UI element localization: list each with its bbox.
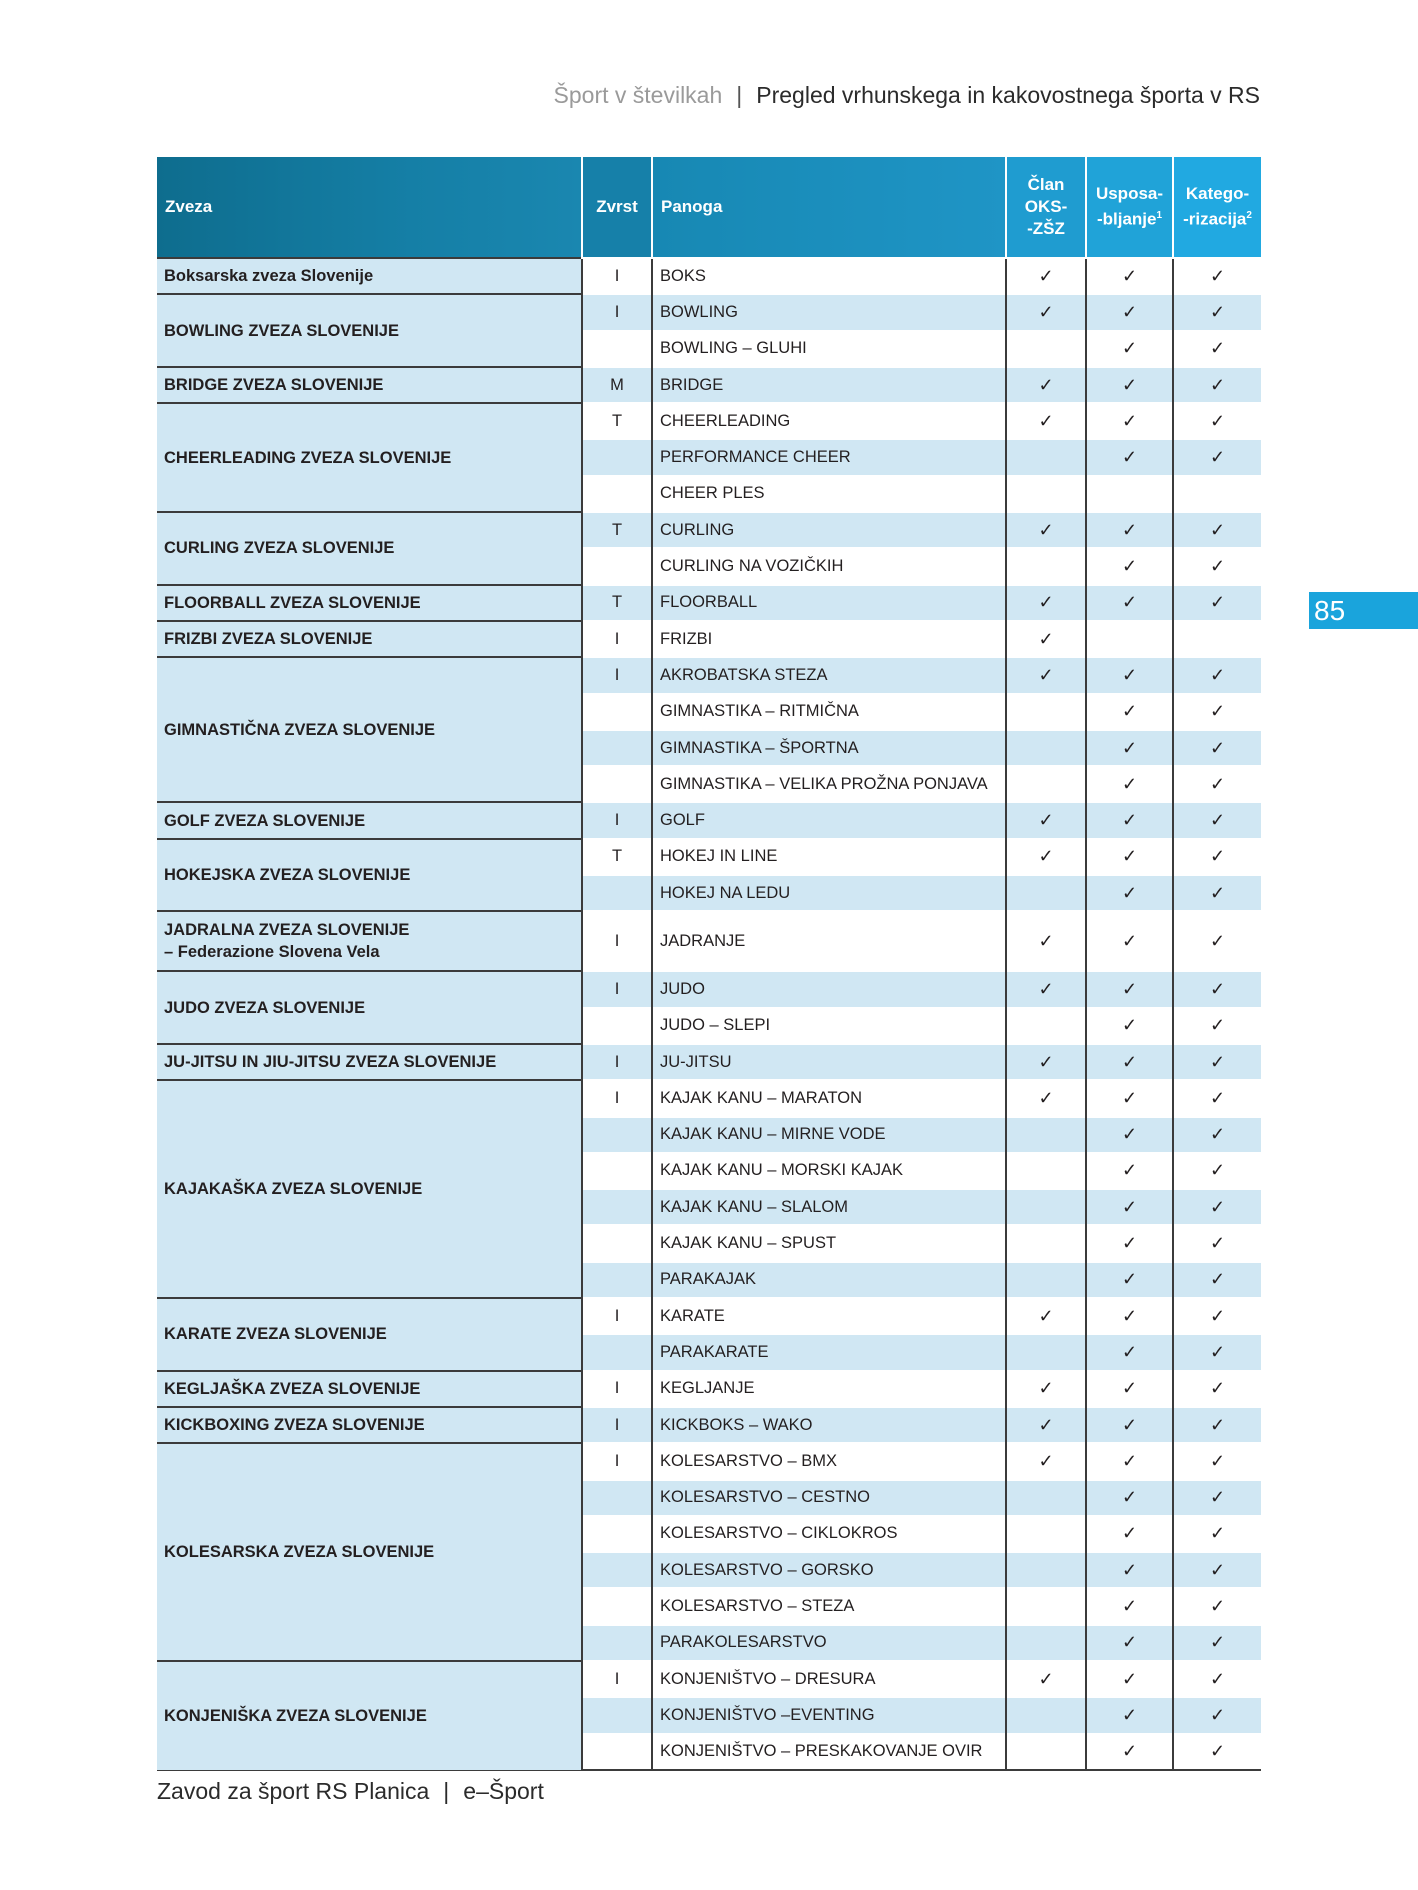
page-number-badge: 85 <box>1309 592 1418 629</box>
federation-name-text: HOKEJSKA ZVEZA SLOVENIJE <box>164 866 411 885</box>
table-row <box>157 1298 1261 1334</box>
discipline-type: I <box>582 1371 652 1407</box>
training-check: ✓ <box>1086 1189 1173 1225</box>
federation-name <box>157 802 582 838</box>
discipline-type: I <box>582 802 652 838</box>
table-row <box>157 621 1261 657</box>
federation-name-text: JUDO ZVEZA SLOVENIJE <box>164 998 366 1017</box>
discipline-type <box>582 1516 652 1552</box>
discipline-type: I <box>582 971 652 1007</box>
federation-name <box>157 621 582 657</box>
member-oks-check <box>1006 766 1086 802</box>
federation-name-text: GIMNASTIČNA ZVEZA SLOVENIJE <box>164 720 436 739</box>
table-row <box>157 512 1261 548</box>
categorization-check: ✓ <box>1173 971 1261 1007</box>
member-oks-check <box>1006 548 1086 584</box>
sport-discipline: GIMNASTIKA – RITMIČNA <box>652 694 1006 730</box>
table-row <box>157 367 1261 403</box>
training-check: ✓ <box>1086 1117 1173 1153</box>
member-oks-check <box>1006 1117 1086 1153</box>
sport-discipline: JUDO – SLEPI <box>652 1008 1006 1044</box>
categorization-check: ✓ <box>1173 439 1261 475</box>
training-check: ✓ <box>1086 403 1173 439</box>
sport-discipline: CHEERLEADING <box>652 403 1006 439</box>
categorization-check: ✓ <box>1173 403 1261 439</box>
member-oks-check: ✓ <box>1006 1407 1086 1443</box>
federation-name <box>157 1080 582 1298</box>
federation-name-text: Boksarska zveza Slovenije <box>164 267 374 286</box>
member-oks-check <box>1006 1153 1086 1189</box>
discipline-type <box>582 548 652 584</box>
categorization-check: ✓ <box>1173 1153 1261 1189</box>
categorization-check: ✓ <box>1173 1225 1261 1261</box>
federation-name-text: KEGLJAŠKA ZVEZA SLOVENIJE <box>164 1379 421 1398</box>
training-check: ✓ <box>1086 839 1173 875</box>
discipline-type <box>582 766 652 802</box>
training-check: ✓ <box>1086 1443 1173 1479</box>
sport-discipline: KAJAK KANU – MIRNE VODE <box>652 1117 1006 1153</box>
member-oks-check <box>1006 439 1086 475</box>
discipline-type: T <box>582 512 652 548</box>
federation-name <box>157 512 582 585</box>
footnote-mark-2: 2 <box>1246 210 1252 222</box>
discipline-type <box>582 875 652 911</box>
training-check: ✓ <box>1086 971 1173 1007</box>
member-oks-check: ✓ <box>1006 911 1086 971</box>
categorization-check: ✓ <box>1173 1117 1261 1153</box>
table-row <box>157 657 1261 693</box>
discipline-type: T <box>582 839 652 875</box>
training-check: ✓ <box>1086 294 1173 330</box>
table-row <box>157 585 1261 621</box>
training-check: ✓ <box>1086 1153 1173 1189</box>
training-check: ✓ <box>1086 1552 1173 1588</box>
training-check: ✓ <box>1086 331 1173 367</box>
categorization-check: ✓ <box>1173 694 1261 730</box>
member-oks-check <box>1006 1516 1086 1552</box>
sport-discipline: PARAKARATE <box>652 1334 1006 1370</box>
member-oks-check: ✓ <box>1006 1298 1086 1334</box>
discipline-type <box>582 1153 652 1189</box>
col-header-clan-line2: OKS- <box>1024 197 1068 216</box>
federation-name-text: KICKBOXING ZVEZA SLOVENIJE <box>164 1416 425 1435</box>
training-check: ✓ <box>1086 1734 1173 1770</box>
footer-separator: | <box>443 1778 450 1804</box>
federation-name <box>157 1371 582 1407</box>
training-check: ✓ <box>1086 512 1173 548</box>
sport-discipline: KOLESARSTVO – CESTNO <box>652 1480 1006 1516</box>
table-row <box>157 971 1261 1007</box>
discipline-type: I <box>582 294 652 330</box>
member-oks-check <box>1006 875 1086 911</box>
categorization-check: ✓ <box>1173 839 1261 875</box>
training-check: ✓ <box>1086 1480 1173 1516</box>
discipline-type: I <box>582 258 652 294</box>
member-oks-check <box>1006 331 1086 367</box>
categorization-check: ✓ <box>1173 1044 1261 1080</box>
sport-discipline: PARAKAJAK <box>652 1262 1006 1298</box>
training-check: ✓ <box>1086 766 1173 802</box>
table-row <box>157 1044 1261 1080</box>
col-header-kat-line1: Katego- <box>1185 184 1250 204</box>
federation-name <box>157 1298 582 1371</box>
training-check: ✓ <box>1086 1225 1173 1261</box>
sport-discipline: AKROBATSKA STEZA <box>652 657 1006 693</box>
discipline-type: I <box>582 1661 652 1697</box>
member-oks-check <box>1006 1734 1086 1770</box>
member-oks-check <box>1006 1262 1086 1298</box>
federation-name <box>157 258 582 294</box>
col-header-zvrst: Zvrst <box>582 157 652 258</box>
sport-discipline: KOLESARSTVO – BMX <box>652 1443 1006 1479</box>
federation-name <box>157 403 582 512</box>
discipline-type: I <box>582 911 652 971</box>
member-oks-check: ✓ <box>1006 621 1086 657</box>
discipline-type <box>582 694 652 730</box>
sport-discipline: KONJENIŠTVO – DRESURA <box>652 1661 1006 1697</box>
sport-discipline: KOLESARSTVO – GORSKO <box>652 1552 1006 1588</box>
col-header-zveza: Zveza <box>157 157 582 258</box>
col-header-clan-oks <box>1006 157 1086 258</box>
col-header-clan-line1: Član <box>1027 175 1065 194</box>
discipline-type: I <box>582 621 652 657</box>
member-oks-check: ✓ <box>1006 839 1086 875</box>
member-oks-check: ✓ <box>1006 367 1086 403</box>
footer-rule <box>157 1770 1261 1771</box>
table-row <box>157 403 1261 439</box>
header-section: Šport v številkah <box>553 82 723 108</box>
training-check: ✓ <box>1086 1334 1173 1370</box>
member-oks-check <box>1006 1480 1086 1516</box>
member-oks-check: ✓ <box>1006 512 1086 548</box>
member-oks-check: ✓ <box>1006 657 1086 693</box>
categorization-check: ✓ <box>1173 875 1261 911</box>
federation-name-text: JADRALNA ZVEZA SLOVENIJE <box>164 921 410 940</box>
sport-discipline: GOLF <box>652 802 1006 838</box>
training-check: ✓ <box>1086 1697 1173 1733</box>
sport-discipline: KONJENIŠTVO –EVENTING <box>652 1697 1006 1733</box>
discipline-type <box>582 1480 652 1516</box>
member-oks-check: ✓ <box>1006 802 1086 838</box>
training-check: ✓ <box>1086 367 1173 403</box>
sport-discipline: CURLING NA VOZIČKIH <box>652 548 1006 584</box>
discipline-type <box>582 439 652 475</box>
federation-name-text: FLOORBALL ZVEZA SLOVENIJE <box>164 593 421 612</box>
categorization-check: ✓ <box>1173 1080 1261 1116</box>
table-row <box>157 1407 1261 1443</box>
table-row <box>157 839 1261 875</box>
categorization-check: ✓ <box>1173 1298 1261 1334</box>
categorization-check: ✓ <box>1173 1625 1261 1661</box>
federation-name-text: KOLESARSKA ZVEZA SLOVENIJE <box>164 1543 435 1562</box>
categorization-check: ✓ <box>1173 512 1261 548</box>
discipline-type: I <box>582 1443 652 1479</box>
discipline-type: T <box>582 403 652 439</box>
discipline-type: M <box>582 367 652 403</box>
training-check: ✓ <box>1086 1262 1173 1298</box>
federation-name <box>157 585 582 621</box>
categorization-check: ✓ <box>1173 1407 1261 1443</box>
federation-name <box>157 1044 582 1080</box>
federation-name <box>157 1407 582 1443</box>
federation-name-text: BOWLING ZVEZA SLOVENIJE <box>164 321 399 340</box>
table-header-row <box>157 157 1261 258</box>
sport-discipline: FRIZBI <box>652 621 1006 657</box>
sport-discipline: BOKS <box>652 258 1006 294</box>
discipline-type <box>582 1189 652 1225</box>
categorization-check <box>1173 621 1261 657</box>
table-row <box>157 1080 1261 1116</box>
categorization-check: ✓ <box>1173 294 1261 330</box>
categorization-check: ✓ <box>1173 367 1261 403</box>
federation-name-text: GOLF ZVEZA SLOVENIJE <box>164 811 366 830</box>
federation-name-text: BRIDGE ZVEZA SLOVENIJE <box>164 376 384 395</box>
discipline-type: I <box>582 1044 652 1080</box>
categorization-check: ✓ <box>1173 802 1261 838</box>
training-check: ✓ <box>1086 802 1173 838</box>
header-separator: | <box>736 82 743 108</box>
member-oks-check: ✓ <box>1006 1044 1086 1080</box>
sport-discipline: HOKEJ NA LEDU <box>652 875 1006 911</box>
training-check: ✓ <box>1086 585 1173 621</box>
sport-discipline: CHEER PLES <box>652 476 1006 512</box>
categorization-check: ✓ <box>1173 1516 1261 1552</box>
discipline-type: I <box>582 1298 652 1334</box>
member-oks-check <box>1006 476 1086 512</box>
training-check: ✓ <box>1086 1625 1173 1661</box>
categorization-check: ✓ <box>1173 1697 1261 1733</box>
categorization-check: ✓ <box>1173 1371 1261 1407</box>
discipline-type <box>582 1008 652 1044</box>
categorization-check <box>1173 476 1261 512</box>
sport-discipline: GIMNASTIKA – ŠPORTNA <box>652 730 1006 766</box>
member-oks-check: ✓ <box>1006 1080 1086 1116</box>
training-check: ✓ <box>1086 1008 1173 1044</box>
federation-name-text: FRIZBI ZVEZA SLOVENIJE <box>164 630 373 649</box>
member-oks-check: ✓ <box>1006 1661 1086 1697</box>
discipline-type <box>582 1734 652 1770</box>
sport-discipline: JU-JITSU <box>652 1044 1006 1080</box>
federation-name-text: JU-JITSU IN JIU-JITSU ZVEZA SLOVENIJE <box>164 1053 497 1072</box>
discipline-type <box>582 1625 652 1661</box>
discipline-type: I <box>582 1407 652 1443</box>
table-body <box>157 258 1261 1770</box>
categorization-check: ✓ <box>1173 657 1261 693</box>
federation-name-text: CHEERLEADING ZVEZA SLOVENIJE <box>164 448 452 467</box>
member-oks-check <box>1006 1697 1086 1733</box>
discipline-type: I <box>582 1080 652 1116</box>
categorization-check: ✓ <box>1173 911 1261 971</box>
discipline-type <box>582 1552 652 1588</box>
running-footer <box>157 1778 544 1805</box>
sport-discipline: KICKBOKS – WAKO <box>652 1407 1006 1443</box>
table-row <box>157 294 1261 330</box>
discipline-type <box>582 730 652 766</box>
training-check: ✓ <box>1086 694 1173 730</box>
member-oks-check: ✓ <box>1006 971 1086 1007</box>
categorization-check: ✓ <box>1173 766 1261 802</box>
member-oks-check <box>1006 694 1086 730</box>
sport-discipline: KOLESARSTVO – CIKLOKROS <box>652 1516 1006 1552</box>
categorization-check: ✓ <box>1173 585 1261 621</box>
col-header-usposabljanje <box>1086 157 1173 258</box>
discipline-type: I <box>582 657 652 693</box>
table-row <box>157 1443 1261 1479</box>
training-check: ✓ <box>1086 1588 1173 1624</box>
table-row <box>157 911 1261 971</box>
categorization-check: ✓ <box>1173 1189 1261 1225</box>
categorization-check: ✓ <box>1173 730 1261 766</box>
sport-discipline: PARAKOLESARSTVO <box>652 1625 1006 1661</box>
sport-discipline: KAJAK KANU – MARATON <box>652 1080 1006 1116</box>
training-check: ✓ <box>1086 1407 1173 1443</box>
federation-name-text: KARATE ZVEZA SLOVENIJE <box>164 1325 387 1344</box>
training-check: ✓ <box>1086 439 1173 475</box>
member-oks-check <box>1006 1189 1086 1225</box>
col-header-clan-line3: -ZŠZ <box>1027 219 1065 238</box>
categorization-check: ✓ <box>1173 258 1261 294</box>
categorization-check: ✓ <box>1173 548 1261 584</box>
training-check: ✓ <box>1086 657 1173 693</box>
sport-discipline: CURLING <box>652 512 1006 548</box>
categorization-check: ✓ <box>1173 331 1261 367</box>
member-oks-check: ✓ <box>1006 403 1086 439</box>
member-oks-check <box>1006 1552 1086 1588</box>
footer-publisher: Zavod za šport RS Planica <box>157 1778 430 1804</box>
member-oks-check <box>1006 1008 1086 1044</box>
discipline-type <box>582 476 652 512</box>
member-oks-check: ✓ <box>1006 294 1086 330</box>
sport-discipline: KARATE <box>652 1298 1006 1334</box>
sport-discipline: BOWLING <box>652 294 1006 330</box>
table-row <box>157 1371 1261 1407</box>
training-check: ✓ <box>1086 548 1173 584</box>
categorization-check: ✓ <box>1173 1008 1261 1044</box>
training-check: ✓ <box>1086 1516 1173 1552</box>
member-oks-check: ✓ <box>1006 1371 1086 1407</box>
discipline-type <box>582 331 652 367</box>
member-oks-check <box>1006 1588 1086 1624</box>
table-row <box>157 258 1261 294</box>
categorization-check: ✓ <box>1173 1661 1261 1697</box>
sport-discipline: KAJAK KANU – MORSKI KAJAK <box>652 1153 1006 1189</box>
member-oks-check <box>1006 1334 1086 1370</box>
running-header <box>554 82 1260 109</box>
sport-discipline: KAJAK KANU – SLALOM <box>652 1189 1006 1225</box>
col-header-panoga: Panoga <box>652 157 1006 258</box>
training-check: ✓ <box>1086 1298 1173 1334</box>
federation-name <box>157 971 582 1044</box>
training-check: ✓ <box>1086 1371 1173 1407</box>
sport-discipline: BOWLING – GLUHI <box>652 331 1006 367</box>
discipline-type <box>582 1117 652 1153</box>
sport-discipline: JADRANJE <box>652 911 1006 971</box>
discipline-type <box>582 1334 652 1370</box>
federation-name-text: KONJENIŠKA ZVEZA SLOVENIJE <box>164 1706 427 1725</box>
training-check: ✓ <box>1086 1044 1173 1080</box>
categorization-check: ✓ <box>1173 1588 1261 1624</box>
col-header-usp-line2: -bljanje <box>1096 209 1157 229</box>
training-check <box>1086 476 1173 512</box>
discipline-type <box>582 1697 652 1733</box>
col-header-usp-line1: Usposa- <box>1095 184 1164 204</box>
categorization-check: ✓ <box>1173 1443 1261 1479</box>
sport-discipline: KONJENIŠTVO – PRESKAKOVANJE OVIR <box>652 1734 1006 1770</box>
member-oks-check: ✓ <box>1006 1443 1086 1479</box>
sport-discipline: JUDO <box>652 971 1006 1007</box>
federation-name <box>157 657 582 802</box>
sport-discipline: BRIDGE <box>652 367 1006 403</box>
federation-name <box>157 839 582 912</box>
federation-name-subtitle: – Federazione Slovena Vela <box>164 943 380 962</box>
federation-name <box>157 911 582 971</box>
federation-name <box>157 1661 582 1770</box>
table-row <box>157 1661 1261 1697</box>
categorization-check: ✓ <box>1173 1480 1261 1516</box>
categorization-check: ✓ <box>1173 1734 1261 1770</box>
member-oks-check: ✓ <box>1006 585 1086 621</box>
training-check: ✓ <box>1086 911 1173 971</box>
training-check: ✓ <box>1086 730 1173 766</box>
sport-discipline: PERFORMANCE CHEER <box>652 439 1006 475</box>
training-check: ✓ <box>1086 875 1173 911</box>
footer-publication: e–Šport <box>463 1778 544 1804</box>
member-oks-check: ✓ <box>1006 258 1086 294</box>
categorization-check: ✓ <box>1173 1262 1261 1298</box>
federation-name <box>157 294 582 367</box>
sport-discipline: GIMNASTIKA – VELIKA PROŽNA PONJAVA <box>652 766 1006 802</box>
discipline-type <box>582 1225 652 1261</box>
federation-name <box>157 1443 582 1661</box>
discipline-type: T <box>582 585 652 621</box>
sport-discipline: KOLESARSTVO – STEZA <box>652 1588 1006 1624</box>
training-check: ✓ <box>1086 258 1173 294</box>
member-oks-check <box>1006 1225 1086 1261</box>
discipline-type <box>582 1588 652 1624</box>
federations-table <box>157 157 1261 1771</box>
training-check <box>1086 621 1173 657</box>
header-title: Pregled vrhunskega in kakovostnega športa v RS <box>756 82 1260 108</box>
member-oks-check <box>1006 1625 1086 1661</box>
federation-name-text: CURLING ZVEZA SLOVENIJE <box>164 539 395 558</box>
sport-discipline: HOKEJ IN LINE <box>652 839 1006 875</box>
categorization-check: ✓ <box>1173 1334 1261 1370</box>
training-check: ✓ <box>1086 1661 1173 1697</box>
federation-name-text: KAJAKAŠKA ZVEZA SLOVENIJE <box>164 1180 423 1199</box>
member-oks-check <box>1006 730 1086 766</box>
training-check: ✓ <box>1086 1080 1173 1116</box>
table-row <box>157 802 1261 838</box>
sport-discipline: KEGLJANJE <box>652 1371 1006 1407</box>
sport-discipline: KAJAK KANU – SPUST <box>652 1225 1006 1261</box>
discipline-type <box>582 1262 652 1298</box>
col-header-kat-line2: -rizacija <box>1183 209 1247 229</box>
federation-name <box>157 367 582 403</box>
categorization-check: ✓ <box>1173 1552 1261 1588</box>
footnote-mark-1: 1 <box>1156 210 1163 222</box>
col-header-kategorizacija <box>1173 157 1261 258</box>
sport-discipline: FLOORBALL <box>652 585 1006 621</box>
